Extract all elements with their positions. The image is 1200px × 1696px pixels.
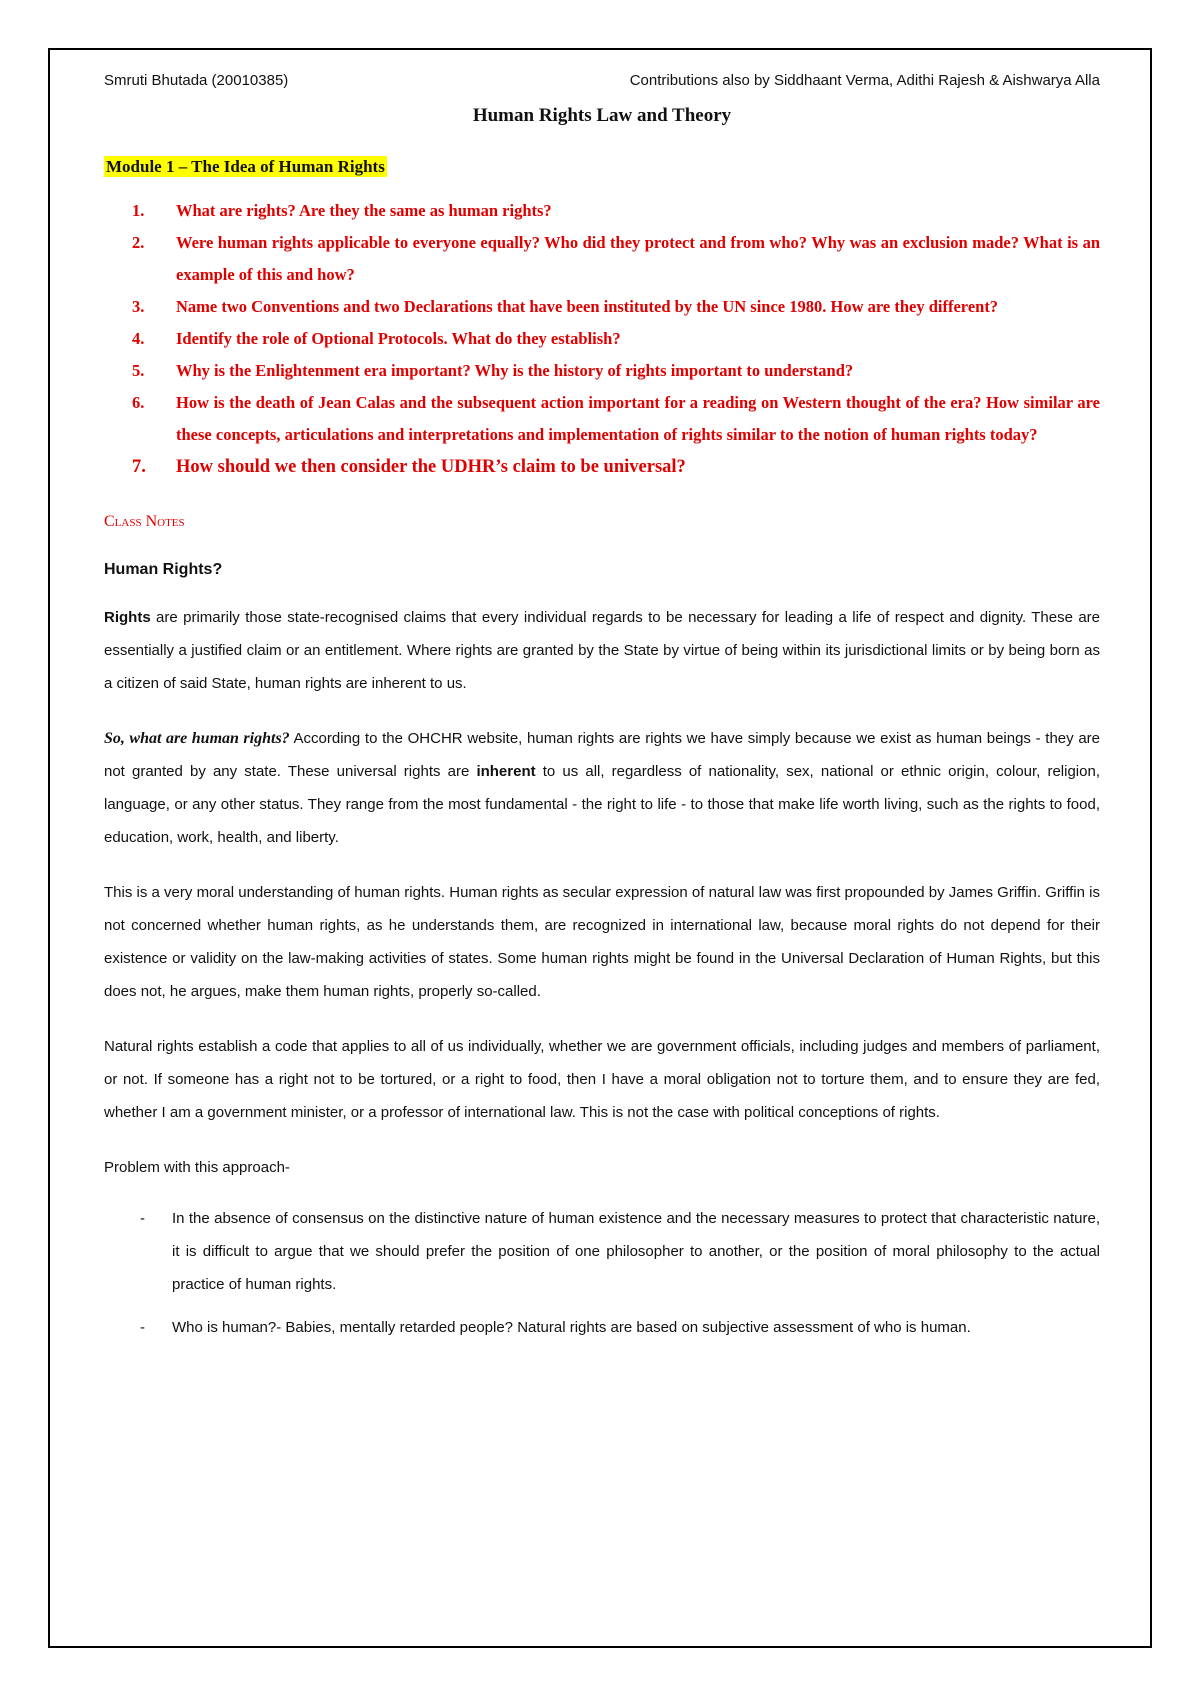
question-text: Identify the role of Optional Protocols. What do they establish? (176, 329, 621, 348)
question-item (104, 387, 1100, 451)
question-text: How is the death of Jean Calas and the subsequent action important for a reading on Western thought of the era? How similar are these concepts, articulations and interpretations and implementation of rights similar to the notion of human rights today? (176, 393, 1100, 444)
page-header (104, 72, 1100, 89)
question-item (104, 355, 1100, 387)
question-text: What are rights? Are they the same as human rights? (176, 201, 552, 220)
paragraph-rights (104, 601, 1100, 700)
list-item (104, 1311, 1100, 1344)
question-text: How should we then consider the UDHR’s claim to be universal? (176, 457, 686, 477)
question-list (104, 195, 1100, 483)
dash-marker: - (140, 1319, 145, 1336)
paragraph-griffin: This is a very moral understanding of human rights. Human rights as secular expression of natural law was first propounded by James Griffin. Griffin is not concerned whether human rights, as he understands them, are recognized in international law, because moral rights do not depend for their existence or validity on the law-making activities of states. Some human rights might be found in the Universal Declaration of Human Rights, but this does not, he argues, make them human rights, properly so-called. (104, 884, 1100, 1000)
question-item (104, 195, 1100, 227)
paragraph-text: According to the OHCHR website, human rights are rights we have simply because we exist as human beings - they are not granted by any state. These universal rights are (104, 730, 1100, 780)
class-notes-heading (104, 513, 1100, 531)
question-number: 3. (132, 297, 145, 316)
module-heading (104, 157, 1100, 177)
class-notes-label: Class Notes (104, 513, 185, 530)
document-title: Human Rights Law and Theory (472, 105, 732, 126)
module-heading-text: Module 1 – The Idea of Human Rights (106, 157, 385, 176)
paragraph-text: to us all, regardless of nationality, sex, national or ethnic origin, colour, religion, language, or any other status. They range from the most fundamental - the right to life - to those that make life worth living, such as the rights to food, education, work, health, and liberty. (104, 763, 1100, 846)
dash-marker: - (140, 1210, 145, 1227)
emphasis-inherent: inherent (476, 763, 536, 780)
question-item (104, 291, 1100, 323)
question-text: Were human rights applicable to everyone equally? Who did they protect and from who? Why was an exclusion made? What is an example of this and how? (176, 233, 1100, 284)
question-number: 6. (132, 393, 145, 412)
question-number: 5. (132, 361, 145, 380)
author-line: Smruti Bhutada (20010385) (104, 72, 289, 89)
contributors-line: Contributions also by Siddhaant Verma, Adithi Rajesh & Aishwarya Alla (629, 72, 1100, 89)
question-number: 1. (132, 201, 145, 220)
paragraph-natural-rights: Natural rights establish a code that applies to all of us individually, whether we are government officials, including judges and members of parliament, or not. If someone has a right not to be tortured, or a right to food, then I have a moral obligation not to torture them, and to ensure they are fed, whether I am a government minister, or a professor of international law. This is not the case with political conceptions of rights. (104, 1038, 1100, 1121)
question-item (104, 323, 1100, 355)
question-text: Why is the Enlightenment era important? Why is the history of rights important to understand? (176, 361, 854, 380)
question-number: 4. (132, 329, 145, 348)
document-body (104, 72, 1100, 1354)
question-number: 2. (132, 233, 145, 252)
paragraph-problem: Problem with this approach- (104, 1159, 290, 1176)
question-item (104, 227, 1100, 291)
paragraph-human-rights (104, 722, 1100, 854)
list-item (104, 1202, 1100, 1301)
list-item-text: In the absence of consensus on the distinctive nature of human existence and the necessary measures to protect that characteristic nature, it is difficult to argue that we should prefer the position of one philosopher to another, or the position of moral philosophy to the actual practice of human rights. (172, 1210, 1100, 1293)
question-text: Name two Conventions and two Declarations that have been instituted by the UN since 1980. How are they different? (176, 297, 999, 316)
problem-list (104, 1202, 1100, 1344)
paragraph-lead: Rights (104, 609, 151, 626)
question-item (104, 451, 1100, 483)
list-item-text: Who is human?- Babies, mentally retarded people? Natural rights are based on subjective assessment of who is human. (172, 1319, 971, 1336)
paragraph-lead: So, what are human rights? (104, 730, 290, 747)
section-heading: Human Rights? (104, 561, 223, 578)
question-number: 7. (132, 457, 146, 477)
paragraph-text: are primarily those state-recognised claims that every individual regards to be necessary for leading a life of respect and dignity. These are essentially a justified claim or an entitlement. Where rights are granted by the State by virtue of being within its jurisdictional limits or by being born as a citizen of said State, human rights are inherent to us. (104, 609, 1100, 692)
